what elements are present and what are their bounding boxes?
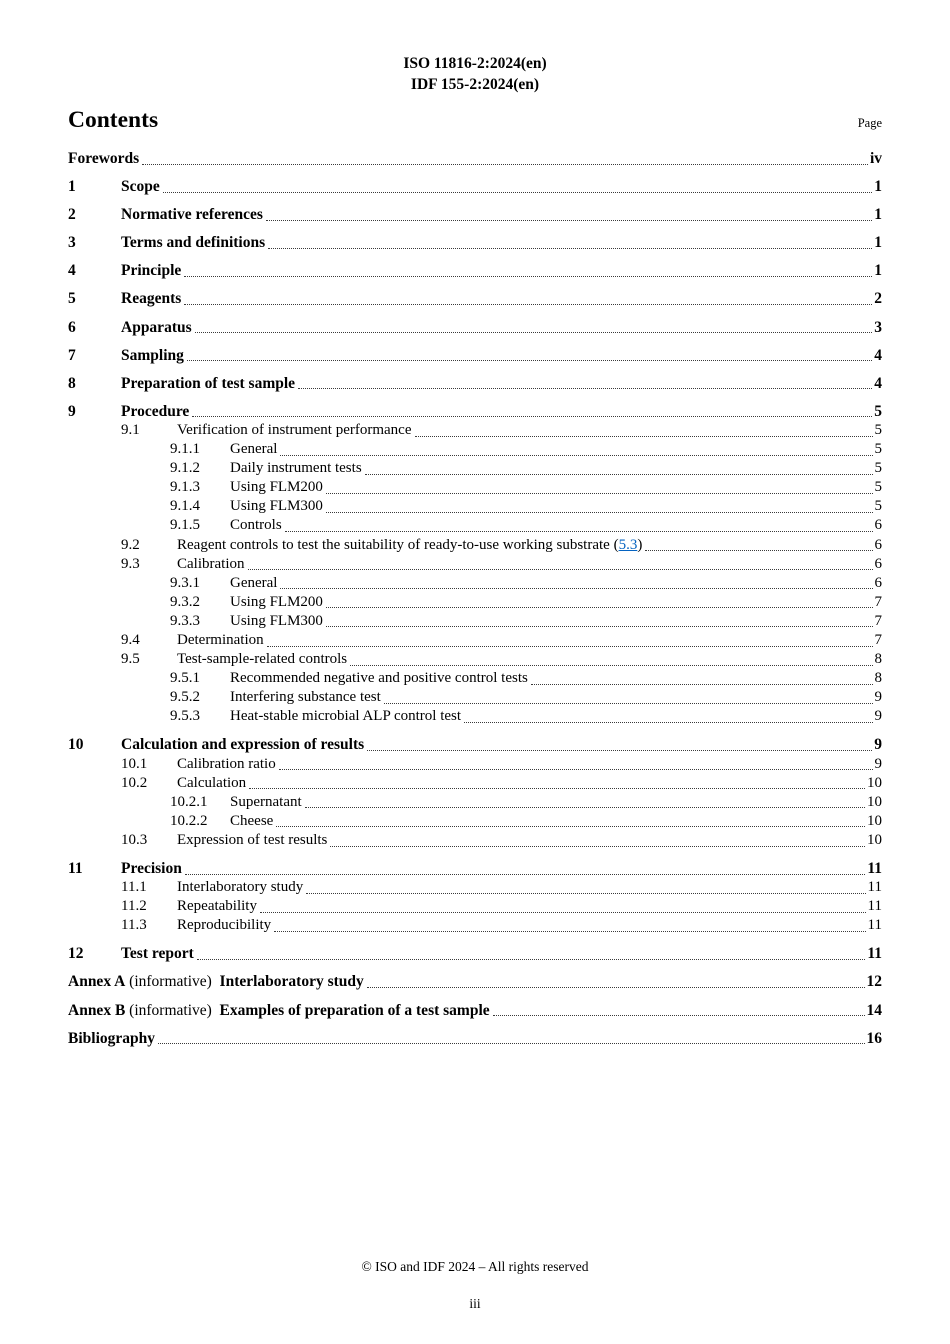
toc-entry-title-text: Precision xyxy=(121,860,182,877)
toc-entry-title xyxy=(121,402,189,421)
toc-entry-title-text: Forewords xyxy=(68,150,140,167)
toc-entry-page: 10 xyxy=(867,774,882,791)
toc-entry-title xyxy=(230,707,461,726)
toc-entry-title-text: Procedure xyxy=(121,402,190,420)
toc-entry-number: 9.5.1 xyxy=(170,670,200,687)
toc-entry-title-text: Reagents xyxy=(121,290,182,308)
toc-entry-number: 9.4 xyxy=(121,631,140,648)
folio-page-number: iii xyxy=(469,1296,481,1311)
toc-entry-title xyxy=(121,374,295,393)
toc-entry-page: 9 xyxy=(874,689,882,706)
toc-entry-page: 10 xyxy=(867,793,882,810)
dotted-leader xyxy=(197,959,866,960)
toc-entry-page: 1 xyxy=(874,206,882,224)
toc-entry[interactable] xyxy=(68,497,882,516)
toc-entry-title-text: Using FLM200 xyxy=(230,593,323,610)
contents-header-bar xyxy=(68,107,882,134)
toc-entry[interactable] xyxy=(68,707,882,726)
dotted-leader xyxy=(531,684,873,685)
toc-entry-title xyxy=(230,793,302,812)
toc-entry[interactable] xyxy=(68,859,882,878)
toc-entry-title xyxy=(121,205,263,224)
copyright-notice: © ISO and IDF 2024 – All rights reserved xyxy=(361,1259,589,1274)
toc-entry-title-text: Recommended negative and positive control tests xyxy=(230,670,528,687)
toc-entry-number: 9.1.5 xyxy=(170,517,200,534)
dotted-leader xyxy=(280,588,872,589)
toc-entry[interactable] xyxy=(68,318,882,337)
toc-entry-number: 9.1.4 xyxy=(170,498,200,515)
toc-entry-number: 2 xyxy=(68,206,76,224)
toc-entry-page: 2 xyxy=(874,290,882,308)
toc-entry-title-text: Test-sample-related controls xyxy=(177,651,348,668)
toc-entry[interactable] xyxy=(68,346,882,365)
toc-entry[interactable] xyxy=(68,972,882,991)
toc-entry-number: 9.5.2 xyxy=(170,689,200,706)
toc-entry-title-text: Sampling xyxy=(121,346,184,364)
toc-entry-number: 9.2 xyxy=(121,536,140,553)
toc-entry-page: 8 xyxy=(874,651,882,668)
toc-entry[interactable] xyxy=(68,593,882,612)
toc-entry-page: 11 xyxy=(867,879,882,896)
toc-entry-title-text: Cheese xyxy=(230,812,274,829)
toc-entry-title xyxy=(230,440,277,459)
toc-entry[interactable] xyxy=(68,374,882,393)
dotted-leader xyxy=(285,531,873,532)
toc-entry-number: 11.3 xyxy=(121,917,147,934)
toc-entry-page: 5 xyxy=(874,441,882,458)
toc-entry-page: 6 xyxy=(874,517,882,534)
toc-entry-title-text: Calibration ratio xyxy=(177,755,276,772)
toc-entry-title-text: Examples of preparation of a test sample xyxy=(215,1001,490,1019)
toc-entry-title xyxy=(121,346,184,365)
toc-entry-page: iv xyxy=(869,150,882,167)
toc-entry-title xyxy=(177,555,245,574)
dotted-leader xyxy=(326,626,873,627)
dotted-leader xyxy=(187,360,872,361)
dotted-leader xyxy=(330,846,865,847)
toc-entry[interactable] xyxy=(68,516,882,535)
toc-entry-number: 12 xyxy=(68,945,84,963)
dotted-leader xyxy=(384,703,873,704)
toc-entry[interactable] xyxy=(68,878,882,897)
toc-entry-page: 4 xyxy=(874,374,882,392)
toc-entry[interactable] xyxy=(68,612,882,631)
toc-entry[interactable] xyxy=(68,289,882,308)
toc-entry[interactable] xyxy=(68,831,882,850)
toc-entry[interactable] xyxy=(68,440,882,459)
toc-entry[interactable] xyxy=(68,650,882,669)
toc-entry-title-text: (informative) xyxy=(125,973,216,991)
toc-entry-title xyxy=(68,149,139,168)
toc-entry-page: 16 xyxy=(866,1029,882,1047)
toc-entry-title-text: Using FLM300 xyxy=(230,612,323,629)
dotted-leader xyxy=(298,388,872,389)
dotted-leader xyxy=(276,826,865,827)
toc-entry[interactable] xyxy=(68,688,882,707)
toc-entry[interactable] xyxy=(68,261,882,280)
toc-entry[interactable] xyxy=(68,205,882,224)
toc-entry-title-text: Using FLM200 xyxy=(230,479,323,496)
toc-entry-number: 11.2 xyxy=(121,898,147,915)
dotted-leader xyxy=(274,931,865,932)
dotted-leader xyxy=(493,1015,865,1016)
toc-entry-page: 5 xyxy=(874,402,882,420)
toc-entry-title xyxy=(230,497,323,516)
dotted-leader xyxy=(305,807,865,808)
toc-entry[interactable] xyxy=(68,402,882,421)
toc-entry[interactable] xyxy=(68,793,882,812)
toc-entry-title xyxy=(230,612,323,631)
toc-entry-title-text: Using FLM300 xyxy=(230,498,323,515)
toc-entry[interactable] xyxy=(68,944,882,963)
dotted-leader xyxy=(248,569,873,570)
toc-entry-page: 9 xyxy=(874,708,882,725)
toc-entry[interactable] xyxy=(68,555,882,574)
page-column-label: Page xyxy=(857,116,882,130)
toc-entry-number: 10.2.2 xyxy=(170,812,208,829)
toc-entry-page: 7 xyxy=(874,593,882,610)
toc-entry-page: 10 xyxy=(867,812,882,829)
dotted-leader xyxy=(142,164,868,165)
dotted-leader xyxy=(367,987,865,988)
dotted-leader xyxy=(280,455,872,456)
toc-entry-page: 5 xyxy=(874,460,882,477)
toc-entry-title xyxy=(177,878,303,897)
toc-entry-page: 11 xyxy=(867,898,882,915)
dotted-leader xyxy=(306,893,865,894)
toc-entry[interactable] xyxy=(68,774,882,793)
toc-entry-number: 9.3.2 xyxy=(170,593,200,610)
dotted-leader xyxy=(184,276,872,277)
dotted-leader xyxy=(279,769,873,770)
toc-entry-title xyxy=(121,233,265,252)
toc-entry-page: 3 xyxy=(874,318,882,336)
toc-entry-title xyxy=(230,688,381,707)
cross-reference-link[interactable]: 5.3 xyxy=(618,536,638,553)
toc-entry-number: 9.1.3 xyxy=(170,479,200,496)
dotted-leader xyxy=(645,550,872,551)
toc-entry[interactable] xyxy=(68,1001,882,1020)
toc-entry-title xyxy=(230,812,273,831)
toc-entry-number: 7 xyxy=(68,346,76,364)
toc-entry[interactable] xyxy=(68,478,882,497)
toc-entry-title-text: Supernatant xyxy=(230,793,302,810)
toc-entry-page: 6 xyxy=(874,555,882,572)
toc-entry[interactable] xyxy=(68,574,882,593)
toc-entry-page: 12 xyxy=(866,973,882,991)
toc-entry-title-text: Reagent controls to test the suitability of ready-to-use working substrate ( xyxy=(177,536,619,553)
toc-entry-title xyxy=(230,574,277,593)
dotted-leader xyxy=(268,248,872,249)
standard-reference-idf: IDF 155-2:2024(en) xyxy=(410,76,540,93)
toc-entry-title-text: Terms and definitions xyxy=(121,234,266,252)
toc-entry-title-text: Calculation xyxy=(177,774,247,791)
toc-entry-title-text: Bibliography xyxy=(68,1029,155,1047)
toc-entry[interactable] xyxy=(68,812,882,831)
toc-entry-number: 4 xyxy=(68,262,76,280)
dotted-leader xyxy=(195,332,873,333)
toc-entry-title-text: Expression of test results xyxy=(177,831,328,848)
toc-entry-title-text: General xyxy=(230,441,278,458)
toc-entry-page: 14 xyxy=(866,1001,882,1019)
toc-entry-title xyxy=(121,289,181,308)
toc-entry-title-text: Annex B xyxy=(68,1001,126,1019)
toc-entry-title xyxy=(177,897,257,916)
toc-entry-title-text: Test report xyxy=(121,945,194,963)
toc-entry-title-text: Interlaboratory study xyxy=(177,879,304,896)
toc-entry-page: 6 xyxy=(874,536,882,553)
toc-entry-title xyxy=(177,916,271,935)
toc-entry-number: 10.1 xyxy=(121,755,148,772)
toc-entry-page: 5 xyxy=(874,498,882,515)
toc-entry-title xyxy=(177,755,276,774)
toc-entry[interactable] xyxy=(68,916,882,935)
toc-entry-title xyxy=(177,536,642,555)
toc-entry-page: 9 xyxy=(874,736,882,754)
dotted-leader xyxy=(326,493,873,494)
toc-entry-page: 1 xyxy=(874,262,882,280)
dotted-leader xyxy=(326,607,873,608)
toc-entry-title xyxy=(230,669,528,688)
toc-entry-number: 11.1 xyxy=(121,879,147,896)
toc-entry-title-text: Preparation of test sample xyxy=(121,374,296,392)
toc-entry-number: 9.3 xyxy=(121,555,140,572)
toc-entry-page: 8 xyxy=(874,670,882,687)
toc-entry-title xyxy=(68,1029,155,1048)
toc-entry-title-text: Verification of instrument performance xyxy=(177,421,412,438)
toc-entry-title-text: Daily instrument tests xyxy=(230,460,362,477)
toc-entry-title-text: Apparatus xyxy=(121,318,192,336)
toc-entry-title-text: Normative references xyxy=(121,206,263,224)
toc-entry-page: 11 xyxy=(867,860,882,877)
toc-entry-title-text: Interfering substance test xyxy=(230,689,381,706)
page-title: Contents xyxy=(68,107,159,133)
toc-entry-number: 9 xyxy=(68,402,76,420)
toc-entry-number: 9.1.2 xyxy=(170,460,200,477)
toc-entry[interactable] xyxy=(68,459,882,478)
toc-entry-title-text: Reproducibility xyxy=(177,917,272,934)
toc-entry-number: 9.3.3 xyxy=(170,612,200,629)
toc-entry-page: 9 xyxy=(874,755,882,772)
dotted-leader xyxy=(367,750,872,751)
toc-entry-number: 8 xyxy=(68,374,76,392)
toc-entry-number: 6 xyxy=(68,318,76,336)
dotted-leader xyxy=(249,788,865,789)
toc-entry-title xyxy=(177,650,347,669)
dotted-leader xyxy=(260,912,866,913)
toc-entry[interactable] xyxy=(68,233,882,252)
toc-entry-page: 5 xyxy=(874,479,882,496)
toc-entry-number: 10.3 xyxy=(121,831,148,848)
toc-entry[interactable] xyxy=(68,735,882,754)
toc-entry-page: 4 xyxy=(874,346,882,364)
toc-entry-page: 11 xyxy=(867,945,882,963)
toc-entry-title xyxy=(230,516,282,535)
toc-entry[interactable] xyxy=(68,177,882,196)
toc-entry-number: 9.5.3 xyxy=(170,708,200,725)
toc-entry-title xyxy=(121,318,192,337)
toc-entry-number: 10.2 xyxy=(121,774,148,791)
toc-entry-title xyxy=(230,478,323,497)
toc-entry-page: 7 xyxy=(874,631,882,648)
toc-entry-title xyxy=(68,1001,490,1020)
toc-entry-title-text: (informative) xyxy=(125,1001,216,1019)
toc-entry-page: 5 xyxy=(874,421,882,438)
toc-entry-title xyxy=(121,177,160,196)
toc-entry-number: 9.1 xyxy=(121,421,140,438)
toc-list xyxy=(68,149,882,1048)
toc-entry-title-text: Principle xyxy=(121,262,182,280)
toc-entry-title-text: Calibration xyxy=(177,555,245,572)
toc-entry-title xyxy=(177,831,327,850)
toc-entry-title xyxy=(68,972,364,991)
dotted-leader xyxy=(266,220,872,221)
dotted-leader xyxy=(185,874,866,875)
toc-entry-title-text: Scope xyxy=(121,178,160,196)
toc-entry-title xyxy=(121,735,364,754)
toc-entry[interactable] xyxy=(68,421,882,440)
toc-entry-title-text: Repeatability xyxy=(177,898,257,915)
toc-entry[interactable] xyxy=(68,755,882,774)
toc-entry[interactable] xyxy=(68,149,882,168)
dotted-leader xyxy=(415,436,873,437)
toc-entry[interactable] xyxy=(68,897,882,916)
standard-reference-iso: ISO 11816-2:2024(en) xyxy=(403,55,547,72)
toc-entry-number: 9.5 xyxy=(121,651,140,668)
toc-entry-title xyxy=(230,459,362,478)
toc-entry-number: 11 xyxy=(68,860,83,877)
toc-entry-title xyxy=(177,421,412,440)
toc-entry-page: 7 xyxy=(874,612,882,629)
toc-entry-title xyxy=(177,774,246,793)
toc-entry-page: 1 xyxy=(874,178,882,196)
toc-entry-number: 5 xyxy=(68,290,76,308)
toc-entry-page: 11 xyxy=(867,917,882,934)
toc-entry-page: 6 xyxy=(874,574,882,591)
toc-entry-page: 10 xyxy=(867,831,882,848)
dotted-leader xyxy=(365,474,873,475)
toc-entry-title xyxy=(177,631,264,650)
toc-entry-number: 3 xyxy=(68,234,76,252)
dotted-leader xyxy=(192,416,872,417)
dotted-leader xyxy=(184,304,872,305)
dotted-leader xyxy=(326,512,873,513)
toc-entry-number: 9.3.1 xyxy=(170,574,200,591)
document-header xyxy=(68,53,882,95)
toc-entry[interactable] xyxy=(68,536,882,555)
toc-entry-number: 9.1.1 xyxy=(170,441,200,458)
dotted-leader xyxy=(267,646,873,647)
toc-entry-title-text: Calculation and expression of results xyxy=(121,736,365,754)
toc-entry[interactable] xyxy=(68,1029,882,1048)
dotted-leader xyxy=(163,192,873,193)
toc-entry-page: 1 xyxy=(874,234,882,252)
toc-entry[interactable] xyxy=(68,669,882,688)
toc-entry-number: 10.2.1 xyxy=(170,793,208,810)
toc-entry-title xyxy=(121,261,181,280)
toc-entry-title xyxy=(121,859,182,878)
dotted-leader xyxy=(350,665,872,666)
toc-entry[interactable] xyxy=(68,631,882,650)
toc-entry-title-text: Determination xyxy=(177,631,264,648)
toc-entry-title-text: Interlaboratory study xyxy=(215,973,364,991)
toc-entry-title-text: General xyxy=(230,574,278,591)
toc-entry-title-text: ) xyxy=(637,536,643,553)
toc-entry-title xyxy=(121,944,194,963)
toc-entry-title-text: Heat-stable microbial ALP control test xyxy=(230,708,462,725)
dotted-leader xyxy=(464,722,872,723)
toc-entry-title-text: Controls xyxy=(230,517,282,534)
dotted-leader xyxy=(158,1043,865,1044)
toc-entry-title-text: Annex A xyxy=(68,973,126,991)
toc-entry-number: 10 xyxy=(68,736,84,754)
toc-entry-number: 1 xyxy=(68,178,76,196)
toc-entry-title xyxy=(230,593,323,612)
